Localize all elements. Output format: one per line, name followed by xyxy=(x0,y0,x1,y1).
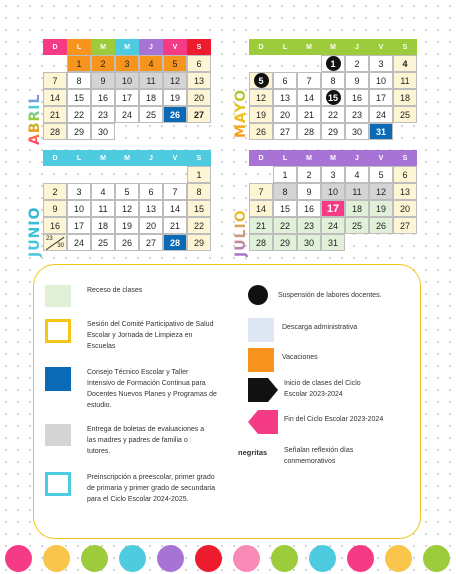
day-cell xyxy=(91,166,115,183)
dot-purple xyxy=(157,545,184,572)
day-cell: 16 xyxy=(345,89,369,106)
day-cell: 27 xyxy=(273,123,297,140)
day-cell: 19 xyxy=(163,89,187,106)
legend-item-cte xyxy=(45,367,217,411)
days-grid xyxy=(43,166,211,251)
day-cell-suspension: 1 xyxy=(321,55,345,72)
legend-text: Inicio de clases del Ciclo Escolar 2023-2024 xyxy=(284,380,361,398)
day-cell xyxy=(345,234,369,251)
day-cell: 21 xyxy=(163,217,187,234)
day-cell: 15 xyxy=(67,89,91,106)
weekday: L xyxy=(67,39,91,55)
legend-text: Descarga administrativa xyxy=(282,324,358,331)
weekday: V xyxy=(369,39,393,55)
day-cell xyxy=(297,55,321,72)
weekday-header xyxy=(43,150,211,166)
day-cell xyxy=(139,166,163,183)
day-cell: 17 xyxy=(115,89,139,106)
day-cell: 20 xyxy=(187,89,211,106)
weekday: M xyxy=(115,39,139,55)
day-cell: 28 xyxy=(297,123,321,140)
day-cell: 13 xyxy=(273,89,297,106)
day-cell xyxy=(249,166,273,183)
day-cell: 3 xyxy=(321,166,345,183)
arrow-left-icon xyxy=(248,410,278,434)
day-cell: 2 xyxy=(345,55,369,72)
decorative-dots xyxy=(0,545,456,573)
legend-text: Consejo Técnico Escolar y Taller Intensivo de Formación Continua para Docentes Nuevos Planes y Programas de estudio. xyxy=(87,369,217,409)
day-cell xyxy=(67,166,91,183)
day-cell: 9 xyxy=(345,72,369,89)
day-cell: 2 xyxy=(43,183,67,200)
swatch-yellow-outline xyxy=(45,319,71,343)
day-cell xyxy=(273,55,297,72)
swatch-lightblue xyxy=(248,318,274,342)
day-cell: 25 xyxy=(345,217,369,234)
month-label-julio: JULIO xyxy=(233,209,249,257)
day-cell: 6 xyxy=(187,55,211,72)
day-cell: 11 xyxy=(139,72,163,89)
legend-item-receso xyxy=(45,285,227,307)
day-cell: 14 xyxy=(43,89,67,106)
day-cell: 12 xyxy=(249,89,273,106)
day-cell: 8 xyxy=(67,72,91,89)
day-cell-suspension: 15 xyxy=(321,89,345,106)
calendar-abril xyxy=(43,39,211,140)
day-cell: 12 xyxy=(369,183,393,200)
legend-text: Sesión del Comité Participativo de Salud Escolar y Jornada de Limpieza en Escuelas xyxy=(87,321,214,350)
day-cell: 29 xyxy=(321,123,345,140)
day-cell: 26 xyxy=(369,217,393,234)
day-cell: 6 xyxy=(139,183,163,200)
day-cell xyxy=(43,55,67,72)
day-cell: 9 xyxy=(297,183,321,200)
day-cell: 24 xyxy=(321,217,345,234)
day-cell: 16 xyxy=(91,89,115,106)
day-cell: 3 xyxy=(369,55,393,72)
weekday-header xyxy=(249,39,417,55)
weekday: S xyxy=(187,150,211,166)
day-cell: 6 xyxy=(273,72,297,89)
day-cell: 7 xyxy=(249,183,273,200)
dot-green xyxy=(423,545,450,572)
day-cell xyxy=(187,123,211,140)
day-cell: 8 xyxy=(187,183,211,200)
day-cell: 25 xyxy=(91,234,115,251)
day-cell: 22 xyxy=(321,106,345,123)
day-cell: 4 xyxy=(393,55,417,72)
swatch-gray xyxy=(45,424,71,446)
day-cell: 7 xyxy=(297,72,321,89)
day-cell: 1 xyxy=(67,55,91,72)
day-cell: 19 xyxy=(249,106,273,123)
day-cell: 14 xyxy=(297,89,321,106)
day-cell: 5 xyxy=(369,166,393,183)
day-cell: 30 xyxy=(297,234,321,251)
day-cell: 30 xyxy=(91,123,115,140)
day-cell: 27 xyxy=(139,234,163,251)
legend-text: Receso de clases xyxy=(87,287,143,294)
swatch-orange xyxy=(248,348,274,372)
day-cell xyxy=(249,55,273,72)
month-label-junio: JUNIO xyxy=(27,206,43,257)
weekday: M xyxy=(91,39,115,55)
legend-text: Suspensión de labores docentes. xyxy=(278,292,382,299)
dot-cyan xyxy=(309,545,336,572)
day-cell: 19 xyxy=(115,217,139,234)
day-cell xyxy=(393,123,417,140)
swatch-blue xyxy=(45,367,71,391)
day-cell: 18 xyxy=(393,89,417,106)
dot-pink xyxy=(5,545,32,572)
day-cell: 19 xyxy=(369,200,393,217)
day-cell xyxy=(369,234,393,251)
day-cell: 13 xyxy=(187,72,211,89)
day-cell: 22 xyxy=(187,217,211,234)
day-cell: 27 xyxy=(187,106,211,123)
day-cell: 11 xyxy=(91,200,115,217)
dot-cyan xyxy=(119,545,146,572)
day-cell: 4 xyxy=(345,166,369,183)
day-cell: 5 xyxy=(163,55,187,72)
weekday: S xyxy=(187,39,211,55)
legend-text: Vacaciones xyxy=(282,354,318,361)
legend-item-preinscripcion xyxy=(45,472,219,505)
legend-item-inicio xyxy=(248,378,384,402)
day-cell xyxy=(393,234,417,251)
day-cell: 2 xyxy=(297,166,321,183)
day-cell-split xyxy=(43,234,67,251)
day-cell xyxy=(163,166,187,183)
day-cell: 30 xyxy=(345,123,369,140)
weekday-header xyxy=(249,150,417,166)
day-cell: 21 xyxy=(43,106,67,123)
day-cell: 8 xyxy=(273,183,297,200)
day-cell: 23 xyxy=(91,106,115,123)
weekday: V xyxy=(369,150,393,166)
day-cell: 3 xyxy=(115,55,139,72)
calendar-junio xyxy=(43,150,211,251)
legend-text: Entrega de boletas de evaluaciones a las madres y padres de familia o tutores. xyxy=(87,426,205,455)
day-cell: 29 xyxy=(67,123,91,140)
day-cell: 7 xyxy=(43,72,67,89)
day-cell: 10 xyxy=(369,72,393,89)
calendar-julio xyxy=(249,150,417,251)
days-grid xyxy=(249,55,417,140)
day-cell: 24 xyxy=(115,106,139,123)
day-cell: 16 xyxy=(297,200,321,217)
day-cell: 23 xyxy=(345,106,369,123)
day-cell: 1 xyxy=(273,166,297,183)
legend-item-descarga xyxy=(248,318,402,342)
day-cell: 6 xyxy=(393,166,417,183)
day-cell: 4 xyxy=(139,55,163,72)
day-30: 30 xyxy=(57,243,64,249)
legend-item-boletas xyxy=(45,424,207,457)
weekday-header xyxy=(43,39,211,55)
day-cell: 28 xyxy=(43,123,67,140)
month-label-mayo: MAYO xyxy=(233,89,249,138)
day-cell: 23 xyxy=(297,217,321,234)
day-cell xyxy=(115,166,139,183)
legend-text: Señalan reflexión días conmemorativos xyxy=(284,447,354,465)
month-label-abril: ABRIL xyxy=(27,93,43,145)
weekday: D xyxy=(249,39,273,55)
day-cell: 18 xyxy=(139,89,163,106)
day-cell: 2 xyxy=(91,55,115,72)
weekday: D xyxy=(249,150,273,166)
weekday: M xyxy=(321,39,345,55)
day-cell: 21 xyxy=(249,217,273,234)
day-23: 23 xyxy=(46,236,53,242)
day-cell: 16 xyxy=(43,217,67,234)
weekday: M xyxy=(297,39,321,55)
day-cell: 24 xyxy=(369,106,393,123)
weekday: J xyxy=(345,39,369,55)
day-cell: 25 xyxy=(393,106,417,123)
weekday: M xyxy=(321,150,345,166)
day-cell: 8 xyxy=(321,72,345,89)
day-cell-cte: 28 xyxy=(163,234,187,251)
day-cell: 14 xyxy=(163,200,187,217)
legend-box xyxy=(33,264,421,539)
weekday: M xyxy=(115,150,139,166)
weekday: S xyxy=(393,150,417,166)
weekday: L xyxy=(67,150,91,166)
day-cell-cte: 31 xyxy=(369,123,393,140)
legend-item-suspension xyxy=(248,285,408,305)
day-cell: 15 xyxy=(187,200,211,217)
negritas-word: negritas xyxy=(238,448,268,457)
day-cell xyxy=(163,123,187,140)
day-cell: 1 xyxy=(187,166,211,183)
legend-item-vacaciones xyxy=(248,348,402,372)
day-cell: 27 xyxy=(393,217,417,234)
day-cell: 13 xyxy=(393,183,417,200)
day-cell: 18 xyxy=(345,200,369,217)
day-cell-fin-ciclo: 17 xyxy=(321,200,345,217)
arrow-right-icon xyxy=(248,378,278,402)
swatch-green xyxy=(45,285,71,307)
dot-red xyxy=(195,545,222,572)
calendar-mayo xyxy=(249,39,417,140)
day-cell: 3 xyxy=(67,183,91,200)
dot-green xyxy=(271,545,298,572)
day-cell: 12 xyxy=(115,200,139,217)
day-cell xyxy=(115,123,139,140)
day-cell: 5 xyxy=(115,183,139,200)
day-cell: 11 xyxy=(345,183,369,200)
weekday: S xyxy=(393,39,417,55)
day-cell: 22 xyxy=(273,217,297,234)
weekday: D xyxy=(43,39,67,55)
legend-text: Preinscripción a preescolar, primer grado de primaria y primer grado de secundaria para el Ciclo Escolar 2024-2025. xyxy=(87,474,216,503)
weekday: M xyxy=(297,150,321,166)
day-cell: 28 xyxy=(249,234,273,251)
legend-item-comite xyxy=(45,319,219,352)
day-cell: 21 xyxy=(297,106,321,123)
day-cell: 18 xyxy=(91,217,115,234)
weekday: J xyxy=(139,39,163,55)
day-cell: 14 xyxy=(249,200,273,217)
day-cell: 11 xyxy=(393,72,417,89)
weekday: V xyxy=(163,150,187,166)
dot-pink xyxy=(347,545,374,572)
day-cell xyxy=(139,123,163,140)
dot-yellow xyxy=(385,545,412,572)
day-cell: 20 xyxy=(273,106,297,123)
day-cell: 10 xyxy=(67,200,91,217)
day-cell: 24 xyxy=(67,234,91,251)
legend-item-fin xyxy=(248,410,414,434)
day-cell: 31 xyxy=(321,234,345,251)
day-cell xyxy=(43,166,67,183)
day-cell: 13 xyxy=(139,200,163,217)
day-cell: 10 xyxy=(115,72,139,89)
days-grid xyxy=(43,55,211,140)
day-cell-cte: 26 xyxy=(163,106,187,123)
day-cell: 29 xyxy=(187,234,211,251)
day-cell: 12 xyxy=(163,72,187,89)
day-cell: 17 xyxy=(369,89,393,106)
weekday: V xyxy=(163,39,187,55)
dot-yellow xyxy=(43,545,70,572)
day-cell-suspension: 5 xyxy=(249,72,273,89)
weekday: J xyxy=(139,150,163,166)
dot-lightpink xyxy=(233,545,260,572)
day-cell: 15 xyxy=(273,200,297,217)
day-cell: 29 xyxy=(273,234,297,251)
swatch-cyan-outline xyxy=(45,472,71,496)
days-grid xyxy=(249,166,417,251)
day-cell: 17 xyxy=(67,217,91,234)
day-cell: 4 xyxy=(91,183,115,200)
weekday: L xyxy=(273,150,297,166)
day-cell: 22 xyxy=(67,106,91,123)
weekday: L xyxy=(273,39,297,55)
black-circle-icon xyxy=(248,285,268,305)
day-cell: 26 xyxy=(249,123,273,140)
day-cell: 20 xyxy=(139,217,163,234)
day-cell: 9 xyxy=(91,72,115,89)
day-cell: 7 xyxy=(163,183,187,200)
day-cell: 26 xyxy=(115,234,139,251)
day-cell: 10 xyxy=(321,183,345,200)
legend-item-negritas xyxy=(238,445,384,467)
day-cell: 25 xyxy=(139,106,163,123)
day-cell: 9 xyxy=(43,200,67,217)
day-cell: 20 xyxy=(393,200,417,217)
weekday: J xyxy=(345,150,369,166)
weekday: D xyxy=(43,150,67,166)
weekday: M xyxy=(91,150,115,166)
dot-green xyxy=(81,545,108,572)
legend-text: Fin del Ciclo Escolar 2023-2024 xyxy=(284,416,384,423)
